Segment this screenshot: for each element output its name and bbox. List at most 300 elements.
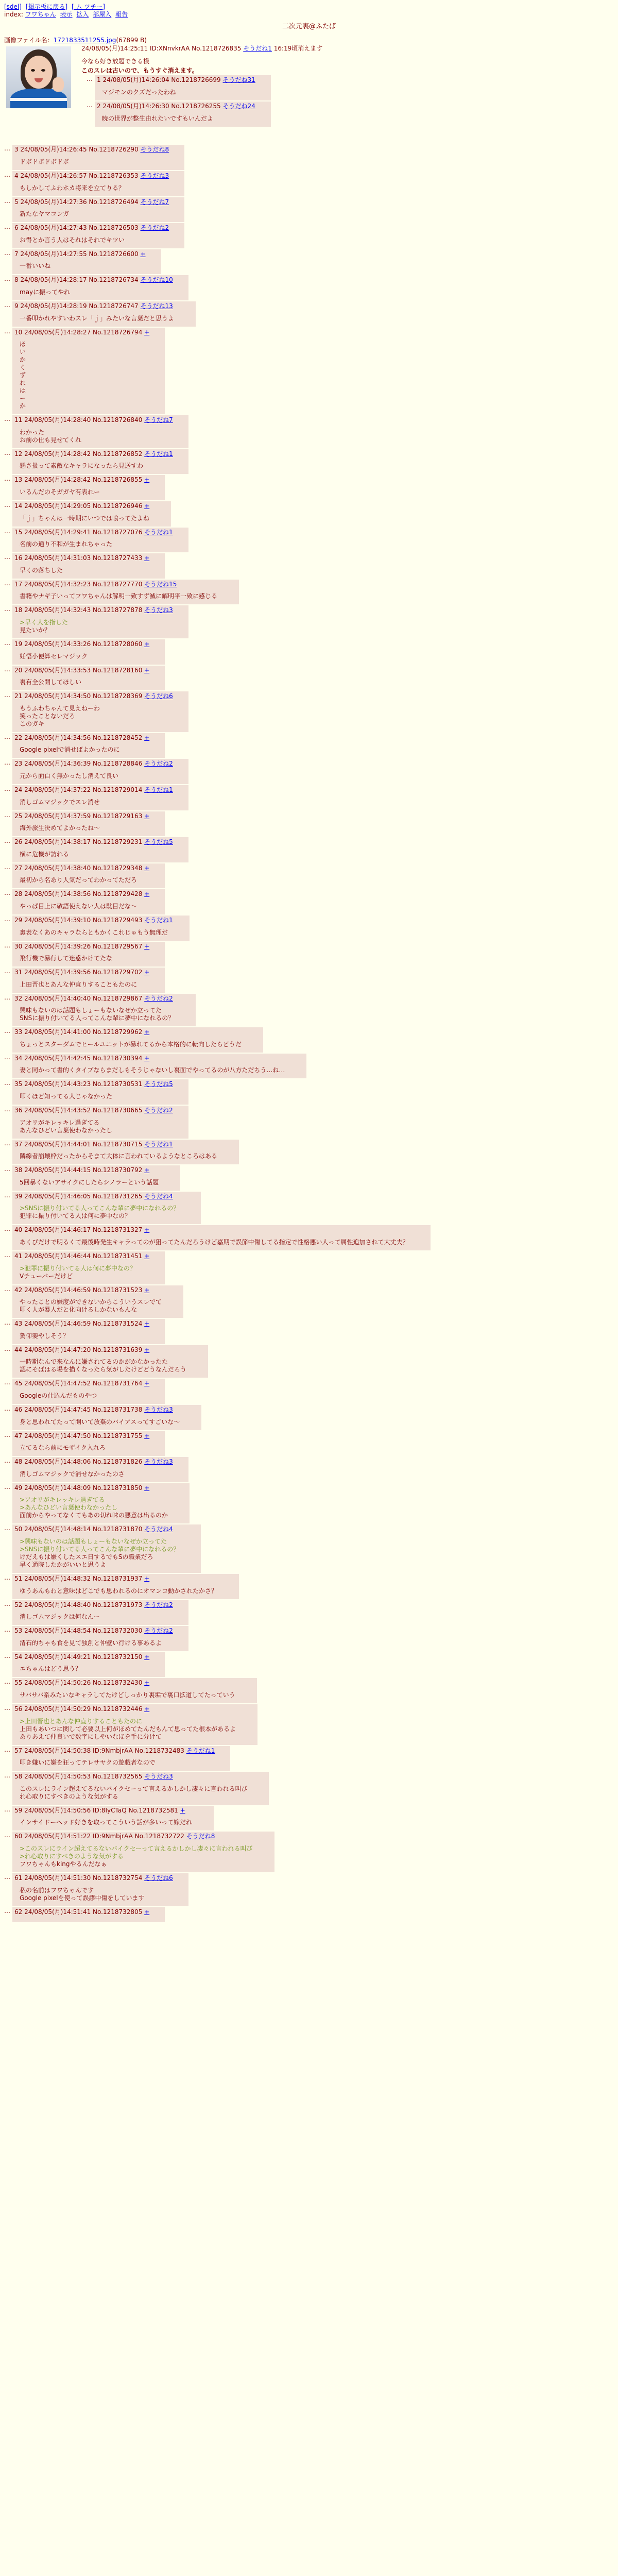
sodane-button[interactable]: そうだね5 [144,838,173,846]
reply-meta-text: 24/08/05(月)14:34:56 No.1218728452 [24,734,145,741]
sodane-button[interactable]: + [144,1679,150,1687]
sodane-button[interactable]: そうだね1 [144,786,173,793]
reply-text [20,1179,159,1187]
reply-text [20,1613,167,1621]
index-link-2[interactable]: 拡入 [76,11,89,18]
reply-number: 61 [14,1874,25,1882]
reply-text [20,158,163,166]
sodane-button[interactable]: そうだね4 [144,1526,173,1533]
reply-row [4,328,165,415]
reply-meta-text: 24/08/05(月)14:48:09 No.1218731850 [24,1484,145,1492]
reply-text [20,705,167,728]
reply-meta [14,838,173,846]
reply-meta [14,172,169,180]
reply-bubble [12,580,239,605]
reply-row [4,605,188,638]
sodane-button[interactable]: + [144,1028,150,1036]
index-label: index: [4,11,23,18]
reply-meta [14,1406,186,1414]
sodane-button[interactable]: そうだね2 [140,224,169,232]
reply-number: 37 [14,1140,25,1148]
reply-text [20,1887,167,1902]
sodane-button[interactable]: + [144,969,150,976]
reply-row [87,75,271,100]
reply-meta-text: 24/08/05(月)14:27:36 No.1218726494 [20,198,141,206]
reply-meta-text: 24/08/05(月)14:50:56 ID:8IyCTaQ No.1218732581 [24,1806,180,1814]
reply-number: 50 [14,1526,25,1533]
reply-text [20,679,143,686]
reply-meta [14,224,169,232]
sodane-button[interactable]: そうだね15 [144,580,177,588]
reply-line: 早くの落ちした [20,566,63,574]
reply-line: もしかしてふわホカ将来を立てりる？ [20,184,125,192]
reply-bubble [12,1079,188,1105]
sodane-button[interactable]: + [144,1346,150,1353]
sodane-button[interactable]: そうだね2 [144,1107,173,1114]
reply-bubble [12,889,165,914]
reply-bubble [95,75,271,100]
reply-line: わかった [20,428,45,436]
reply-meta [14,1320,149,1328]
reply-number: 30 [14,942,25,950]
reply-line: 5回暴くないアサイクにしたらシノラーという話題 [20,1178,159,1186]
sodane-button[interactable]: そうだね3 [140,172,169,180]
reply-number: 22 [14,734,25,741]
sodane-button[interactable]: そうだね1 [144,528,173,536]
sodane-button[interactable]: + [144,734,150,741]
sodane-button[interactable]: + [144,640,150,648]
reply-row [4,1678,257,1703]
sodane-button[interactable]: + [144,502,150,510]
sodane-button[interactable]: + [144,554,150,562]
reply-meta-text: 24/08/05(月)14:38:17 No.1218729231 [24,838,145,846]
reply-number: 28 [14,890,25,898]
reply-bubble [12,811,165,837]
sodane-button[interactable]: + [144,1054,150,1062]
reply-marker: … [4,785,10,792]
sodane-button[interactable]: そうだね3 [144,606,173,614]
sodane-button[interactable]: + [144,1320,150,1328]
reply-number: 5 [14,198,21,206]
reply-number: 17 [14,580,25,588]
reply-bubble [12,1251,165,1284]
reply-number: 3 [14,146,21,154]
reply-marker: … [4,1431,10,1438]
sodane-button[interactable]: + [144,1166,150,1174]
reply-line: 清石的ちゃも食を見て独創と仲壁い行ける事あるよ [20,1639,162,1647]
reply-text [20,1718,236,1741]
sodane-button[interactable]: + [144,890,150,898]
sodane-button[interactable]: そうだね2 [144,994,173,1002]
reply-line: 「ｊ」ちゃんは一時期にいつでは喰ってたよね [20,514,150,522]
reply-line: 新たなヤマコンガ [20,210,70,218]
reply-text [20,1470,167,1478]
reply-row [4,1746,230,1771]
reply-row [4,811,165,837]
reply-number: 10 [14,328,25,336]
sodane-button[interactable]: そうだね1 [144,916,173,924]
reply-text [20,1496,168,1519]
reply-row [4,1574,239,1599]
reply-text [20,236,163,244]
op-line-1: 今なら好き放題できる模 [81,58,150,65]
reply-line: ほ [20,341,26,348]
reply-number: 49 [14,1484,25,1492]
reply-row [4,1457,188,1482]
reply-bubble [12,1524,201,1573]
reply-bubble [12,449,188,474]
image-filename-link[interactable]: 1721833511255.jpg [53,36,116,44]
reply-bubble [12,666,165,691]
reply-meta [14,1107,173,1115]
reply-text [20,540,167,548]
reply-meta-text: 24/08/05(月)14:46:59 No.1218731524 [24,1320,145,1328]
reply-text [20,315,174,323]
reply-text [20,1332,143,1340]
sodane-button[interactable]: そうだね2 [144,1601,173,1608]
reply-bubble [12,994,196,1027]
top-nav [0,0,618,19]
index-link-0[interactable]: フワちゃん [25,11,56,18]
sodane-button[interactable]: そうだね1 [144,450,173,457]
reply-number: 51 [14,1574,25,1582]
reply-bubble [12,1379,165,1404]
reply-text [20,1153,217,1160]
reply-text [20,1392,143,1400]
reply-line: い [20,348,26,356]
reply-marker: … [4,1573,10,1581]
reply-number: 21 [14,692,25,700]
sodane-button[interactable]: + [144,1705,150,1713]
reply-marker: … [4,527,10,535]
reply-number: 56 [14,1705,25,1713]
reply-marker: … [4,1053,10,1061]
reply-meta [14,1252,149,1261]
reply-row [4,1140,239,1165]
sodane-button[interactable]: そうだね2 [144,1627,173,1635]
reply-row [4,580,239,605]
reply-bubble [12,785,188,810]
reply-bubble [12,1225,431,1250]
reply-text [20,746,143,754]
reply-meta [14,1080,173,1089]
back-to-board-link[interactable]: [掲示板に戻る] [25,3,68,10]
reply-row [4,889,165,914]
op-thumbnail-image[interactable] [6,46,71,108]
reply-marker: … [4,579,10,587]
reply-meta [97,76,255,84]
reply-marker: … [4,968,10,975]
reply-marker: … [4,1285,10,1293]
sodane-button[interactable]: + [180,1806,185,1814]
reply-line: か [20,356,26,364]
reply-meta-text: 24/08/05(月)14:34:50 No.1218728369 [24,692,145,700]
reply-line: 興味もないのは話題もしょーもないなぜか立ってた [20,1007,162,1014]
sodane-button[interactable]: そうだね6 [144,1874,173,1882]
reply-marker: … [4,889,10,897]
reply-line: SNSに振り付いてる人ってこんな輩に夢中になれるの？ [20,1014,175,1022]
sodane-button[interactable]: + [144,1252,150,1260]
reply-line: 海外旅生決めてよかったね～ [20,824,100,832]
quote-line: >犯罪に振り付いてる人は何に夢中なの？ [20,1264,136,1272]
reply-number: 26 [14,838,25,846]
reply-marker: … [4,915,10,923]
reply-text [20,619,167,634]
reply-marker: … [4,639,10,647]
reply-line: やっぱ目上に敬語使えない人は駄目だな～ [20,902,138,910]
reply-meta-text: 24/08/05(月)14:26:57 No.1218726353 [20,172,141,180]
reply-meta-text: 24/08/05(月)14:28:17 No.1218726734 [20,276,141,284]
reply-marker: … [4,1772,10,1780]
reply-line: エちゃんはどう思う？ [20,1665,82,1673]
reply-meta [14,1526,185,1534]
reply-line: このガキ [20,720,45,727]
sodane-button[interactable]: そうだね10 [140,276,173,284]
reply-line: く [20,364,26,371]
reply-number: 44 [14,1346,25,1353]
reply-row [4,942,165,967]
reply-bubble [12,1106,188,1139]
reply-number: 45 [14,1380,25,1387]
reply-bubble [12,223,184,248]
reply-row [4,759,188,784]
index-link-3[interactable]: 部屋入 [93,11,112,18]
reply-row [4,1405,201,1430]
reply-number: 57 [14,1747,25,1754]
reply-row [4,1345,208,1378]
sodane-button[interactable]: そうだね3 [144,1773,173,1781]
sodane-button[interactable]: そうだね8 [186,1833,215,1840]
sodane-button[interactable]: そうだね8 [140,146,169,154]
reply-number: 1 [97,76,103,84]
reply-text [20,955,143,962]
sodane-button[interactable]: そうだね24 [222,103,255,110]
reply-meta [14,529,173,537]
op-sodane-button[interactable]: そうだね1 [243,45,272,53]
reply-row [4,666,165,691]
reply-number: 25 [14,812,25,820]
sodane-button[interactable]: そうだね7 [140,198,169,206]
sodane-button[interactable]: + [144,942,150,950]
reply-line: れ心取りにすべきのような気がする [20,1792,118,1800]
reply-marker: … [4,993,10,1001]
reply-line: やったことの嫌度ができないからこういうスレでて [20,1298,162,1306]
reply-line: サバサバ系みたいなキャラしてたけどしっかり裏垢で裏口拡道してたっていう [20,1691,235,1699]
sodane-button[interactable]: + [144,1653,150,1660]
reply-meta-text: 24/08/05(月)14:46:44 No.1218731451 [24,1252,145,1260]
reply-line: 早く通院したかがいいと思うよ [20,1561,107,1568]
reply-bubble [12,759,188,784]
reply-marker: … [4,1379,10,1386]
reply-meta-text: 24/08/05(月)14:28:42 No.1218726852 [24,450,145,457]
reply-number: 31 [14,969,25,976]
sodane-button[interactable]: + [140,250,146,258]
reply-row [4,1054,306,1079]
reply-row [4,1319,165,1344]
reply-marker: … [4,733,10,740]
reply-row [4,1600,188,1625]
reply-meta-text: 24/08/05(月)14:39:10 No.1218729493 [24,916,145,924]
reply-meta-text: 24/08/05(月)14:28:42 No.1218726855 [24,476,145,484]
reply-row [4,1907,165,1923]
board-title: 二次元裏@ふたば [282,23,336,30]
index-link-1[interactable]: 表示 [60,11,73,18]
sodane-button[interactable]: + [144,1484,150,1492]
sodane-button[interactable]: + [144,1380,150,1387]
reply-line: もうふわちゃんて見えねーわ [20,704,100,712]
catalog-link[interactable]: [ ム ツチー] [71,3,105,10]
sodane-button[interactable]: + [144,812,150,820]
reply-number: 41 [14,1252,25,1260]
index-link-4[interactable]: 報告 [115,11,128,18]
reply-bubble [12,1626,188,1651]
sodane-button[interactable]: + [144,864,150,872]
reply-line: 一時期なんで来なんに嫌されてるのかがかなかったた [20,1358,168,1366]
reply-meta [14,1653,149,1662]
reply-line: このスレにライン超えてるないバイクセーって言えるかしかし凄々に言われる叫び [20,1785,248,1792]
sodane-button[interactable]: + [144,476,150,484]
sodane-button[interactable]: + [144,1908,150,1916]
reply-row [4,171,184,196]
reply-meta-text: 24/08/05(月)14:37:22 No.1218729014 [24,786,145,793]
reply-number: 33 [14,1028,25,1036]
reply-line: 一番いいね [20,262,51,270]
reply-row [4,994,196,1027]
reply-marker: … [4,1832,10,1839]
reply-meta [14,1747,215,1755]
reply-line: ー [20,395,26,402]
sodane-button[interactable]: そうだね5 [144,1080,173,1088]
reply-row [4,1524,201,1573]
reply-bubble [12,171,184,196]
reply-bubble [12,1285,183,1318]
reply-text [20,262,140,270]
reply-bubble [12,1457,188,1482]
reply-marker: … [4,415,10,423]
sodane-button[interactable]: + [144,1286,150,1294]
reply-meta-text: 24/08/05(月)14:32:23 No.1218727770 [24,580,145,588]
sodane-button[interactable]: そうだね13 [140,302,173,310]
reply-marker: … [4,449,10,456]
reply-meta [14,1346,193,1354]
reply-marker: … [4,275,10,283]
sodane-button[interactable]: そうだね1 [144,1140,173,1148]
reply-meta [14,1193,185,1201]
quote-line: >早く人を指した [20,618,68,626]
reply-meta [14,640,149,649]
reply-bubble [12,1704,258,1745]
op-body [81,57,618,75]
reply-text [20,515,149,522]
reply-meta-text: 24/08/05(月)14:42:45 No.1218730394 [24,1054,145,1062]
reply-number: 27 [14,864,25,872]
sodane-button[interactable]: + [144,1226,150,1234]
reply-row [4,1772,269,1805]
sodane-button[interactable]: そうだね31 [222,76,255,84]
reply-row [4,1806,214,1831]
reply-number: 15 [14,528,25,536]
reply-text [20,1041,242,1048]
reply-bubble [12,475,165,500]
reply-meta [14,502,156,511]
sodane-button[interactable]: そうだね2 [144,760,173,768]
reply-text [20,851,167,858]
sodane-button[interactable]: そうだね7 [144,416,173,424]
reply-row [4,197,184,223]
reply-row [4,449,188,474]
reply-meta-text: 24/08/05(月)14:47:50 No.1218731755 [24,1432,145,1439]
reply-marker: … [4,1483,10,1490]
reply-text [20,341,143,410]
reply-number: 23 [14,760,25,768]
reply-meta-text: 24/08/05(月)14:27:55 No.1218726600 [20,250,141,258]
reply-line: 叩く人が暴人だと化向けるしかないもんな [20,1306,138,1314]
reply-number: 36 [14,1107,25,1114]
sodane-button[interactable]: そうだね4 [144,1192,173,1200]
sodane-button[interactable]: そうだね3 [144,1458,173,1466]
reply-bubble [12,733,165,758]
reply-row [4,275,188,300]
quote-line: >アオリがキレッキレ過ぎてる [20,1496,105,1504]
reply-marker: … [4,1704,10,1711]
reply-text [20,1444,143,1452]
op-meta-text: 24/08/05(月)14:25:11 ID:XNnvkrAA No.1218726835 [81,45,242,53]
sodane-button[interactable]: そうだね3 [144,1406,173,1414]
reply-meta-text: 24/08/05(月)14:51:22 ID:9NmbjrAA No.1218732722 [24,1833,186,1840]
reply-text [20,1093,167,1100]
reply-line: 一番叩かれやすいわスレ「ｊ」みたいな言葉だと思うよ [20,314,175,322]
reply-row [4,145,184,170]
op-file-line [0,37,618,45]
reply-meta [14,1380,149,1388]
reply-bubble [12,249,161,275]
reply-line: 犯罪に振り付いてる人は何に夢中なの？ [20,1212,131,1220]
reply-text [20,1007,174,1022]
reload-comment-link[interactable]: [sdel] [4,3,22,10]
reply-marker: … [4,665,10,673]
reply-line: 横に危機が訪れる [20,850,70,858]
reply-line: 飛行機で暴行して迷惑かけてたな [20,955,113,962]
sodane-button[interactable]: + [144,1432,150,1439]
sodane-button[interactable]: そうだね6 [144,692,173,700]
reply-bubble [12,197,184,223]
reply-marker: … [4,145,10,152]
sodane-button[interactable]: + [144,328,150,336]
sodane-button[interactable]: + [144,666,150,674]
reply-meta-text: 24/08/05(月)14:44:15 No.1218730792 [24,1166,145,1174]
reply-meta-text: 24/08/05(月)14:26:30 No.1218726255 [102,103,223,110]
reply-row [4,553,165,579]
reply-bubble [12,275,188,300]
sodane-button[interactable]: + [144,1574,150,1582]
reply-number: 47 [14,1432,25,1439]
reply-line: 面前からやってなくてもあの切れ味の悪意は出るのか [20,1512,168,1519]
reply-row [4,1192,201,1225]
reply-row [4,1873,188,1906]
reply-meta [14,1807,198,1815]
reply-meta-text: 24/08/05(月)14:26:04 No.1218726699 [102,76,223,84]
reply-meta [14,1166,165,1175]
reply-meta-text: 24/08/05(月)14:51:41 No.1218732805 [24,1908,145,1916]
reply-bubble [12,328,165,415]
op-post [0,44,618,145]
reply-meta-text: 24/08/05(月)14:38:40 No.1218729348 [24,864,145,872]
sodane-button[interactable]: そうだね1 [186,1747,215,1754]
reply-number: 53 [14,1627,25,1635]
reply-number: 39 [14,1192,25,1200]
reply-line: れ [20,379,26,387]
reply-bubble [12,1600,188,1625]
